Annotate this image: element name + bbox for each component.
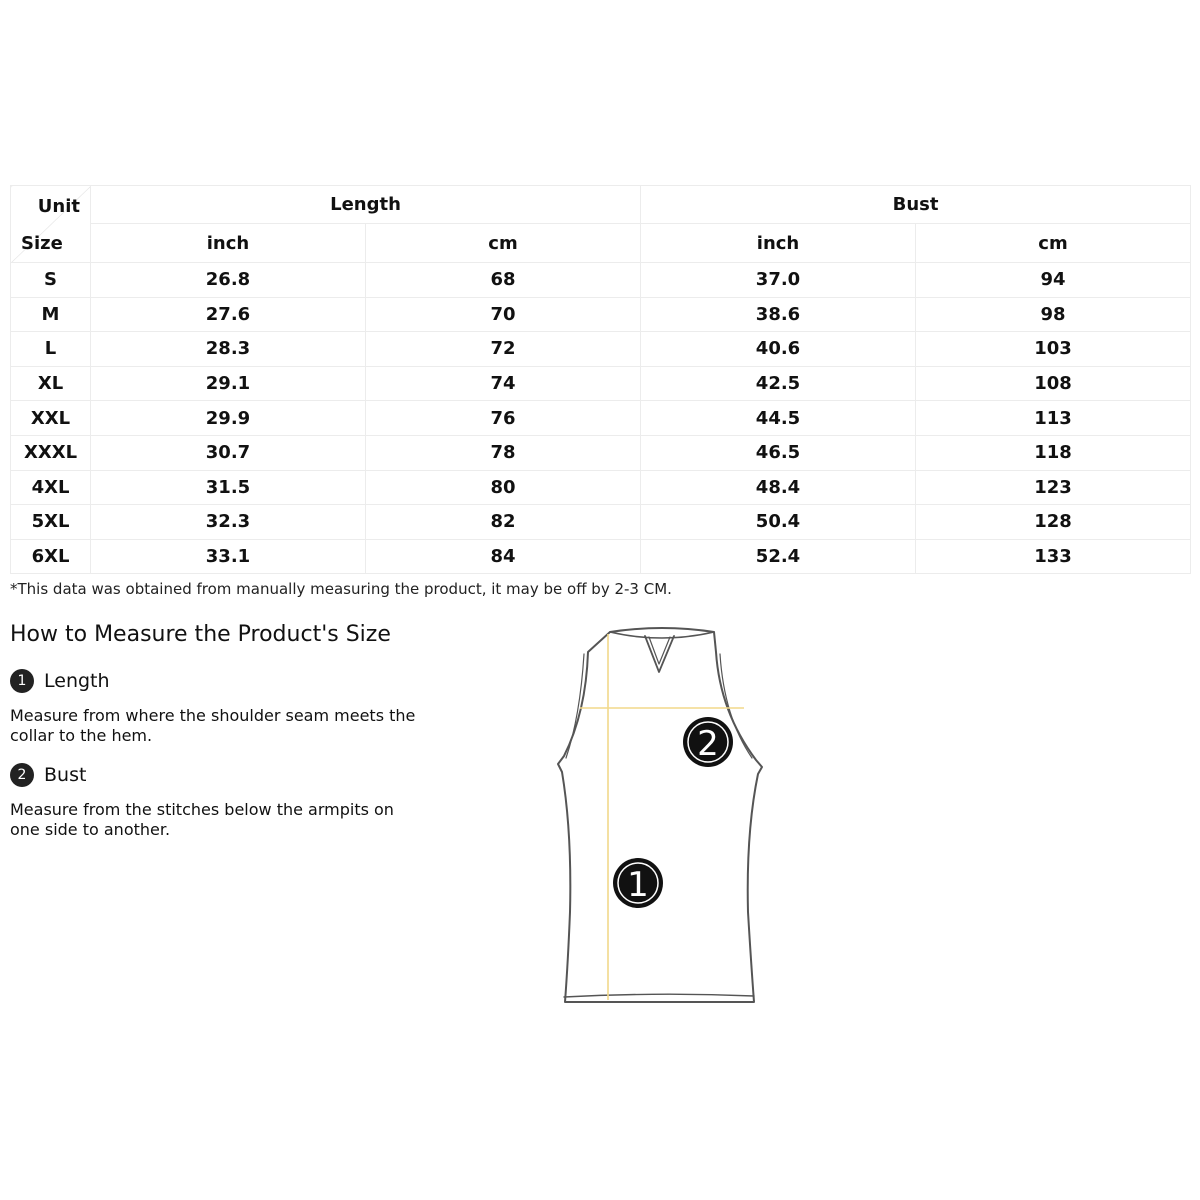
bust-cm-cell: 108 bbox=[916, 366, 1191, 401]
length-inch-cell: 30.7 bbox=[91, 435, 366, 470]
bust-inch-cell: 50.4 bbox=[641, 505, 916, 540]
bust-group-header: Bust bbox=[641, 186, 1191, 224]
length-cm-cell: 84 bbox=[366, 539, 641, 574]
table-row bbox=[11, 332, 1191, 367]
length-inch-cell: 27.6 bbox=[91, 297, 366, 332]
length-cm-cell: 70 bbox=[366, 297, 641, 332]
tank-top-diagram bbox=[548, 622, 778, 1017]
bust-inch-header: inch bbox=[641, 224, 916, 263]
size-cell: 5XL bbox=[11, 505, 91, 540]
size-cell: 6XL bbox=[11, 539, 91, 574]
bust-cm-cell: 94 bbox=[916, 263, 1191, 298]
table-row bbox=[11, 263, 1191, 298]
marker-two-text: 2 bbox=[697, 724, 719, 764]
bust-cm-cell: 133 bbox=[916, 539, 1191, 574]
measure-guide-title: How to Measure the Product's Size bbox=[10, 622, 391, 647]
bust-cm-cell: 128 bbox=[916, 505, 1191, 540]
table-header-group-row bbox=[11, 186, 1191, 224]
marker-one bbox=[613, 858, 663, 908]
bust-guide-heading bbox=[10, 763, 86, 787]
table-row bbox=[11, 297, 1191, 332]
tank-top-outline bbox=[558, 628, 762, 1002]
table-row bbox=[11, 401, 1191, 436]
bust-inch-cell: 44.5 bbox=[641, 401, 916, 436]
length-guide-label: Length bbox=[44, 670, 110, 692]
length-inch-cell: 29.1 bbox=[91, 366, 366, 401]
number-one-badge: 1 bbox=[10, 669, 34, 693]
length-inch-cell: 29.9 bbox=[91, 401, 366, 436]
table-row bbox=[11, 539, 1191, 574]
length-group-header: Length bbox=[91, 186, 641, 224]
length-inch-header: inch bbox=[91, 224, 366, 263]
length-cm-cell: 68 bbox=[366, 263, 641, 298]
marker-two bbox=[683, 717, 733, 767]
size-cell: XL bbox=[11, 366, 91, 401]
bust-inch-cell: 37.0 bbox=[641, 263, 916, 298]
size-cell: S bbox=[11, 263, 91, 298]
table-row bbox=[11, 505, 1191, 540]
length-cm-cell: 80 bbox=[366, 470, 641, 505]
length-inch-cell: 31.5 bbox=[91, 470, 366, 505]
length-cm-cell: 74 bbox=[366, 366, 641, 401]
table-row bbox=[11, 470, 1191, 505]
table-row bbox=[11, 366, 1191, 401]
bust-inch-cell: 46.5 bbox=[641, 435, 916, 470]
size-cell: XXL bbox=[11, 401, 91, 436]
length-guide-heading bbox=[10, 669, 110, 693]
corner-size-label: Size bbox=[21, 233, 63, 254]
table-corner-cell bbox=[11, 186, 91, 263]
bust-cm-cell: 113 bbox=[916, 401, 1191, 436]
table-unit-row bbox=[11, 224, 1191, 263]
length-cm-cell: 72 bbox=[366, 332, 641, 367]
bust-inch-cell: 52.4 bbox=[641, 539, 916, 574]
size-cell: L bbox=[11, 332, 91, 367]
size-cell: XXXL bbox=[11, 435, 91, 470]
corner-unit-label: Unit bbox=[37, 196, 80, 217]
length-cm-header: cm bbox=[366, 224, 641, 263]
bust-inch-cell: 48.4 bbox=[641, 470, 916, 505]
length-inch-cell: 28.3 bbox=[91, 332, 366, 367]
table-row bbox=[11, 435, 1191, 470]
bust-inch-cell: 42.5 bbox=[641, 366, 916, 401]
length-guide-description: Measure from where the shoulder seam meets the collar to the hem. bbox=[10, 706, 416, 745]
size-cell: M bbox=[11, 297, 91, 332]
length-cm-cell: 76 bbox=[366, 401, 641, 436]
bust-guide-description: Measure from the stitches below the armpits on one side to another. bbox=[10, 800, 394, 839]
bust-cm-cell: 123 bbox=[916, 470, 1191, 505]
bust-cm-header: cm bbox=[916, 224, 1191, 263]
length-cm-cell: 82 bbox=[366, 505, 641, 540]
bust-cm-cell: 98 bbox=[916, 297, 1191, 332]
length-cm-cell: 78 bbox=[366, 435, 641, 470]
bust-inch-cell: 38.6 bbox=[641, 297, 916, 332]
marker-one-text: 1 bbox=[627, 865, 649, 905]
measurement-disclaimer: *This data was obtained from manually measuring the product, it may be off by 2-3 CM. bbox=[10, 580, 672, 598]
bust-cm-cell: 118 bbox=[916, 435, 1191, 470]
size-chart-table bbox=[10, 185, 1191, 574]
bust-guide-label: Bust bbox=[44, 764, 87, 786]
bust-inch-cell: 40.6 bbox=[641, 332, 916, 367]
number-two-badge: 2 bbox=[10, 763, 34, 787]
length-inch-cell: 26.8 bbox=[91, 263, 366, 298]
size-cell: 4XL bbox=[11, 470, 91, 505]
bust-cm-cell: 103 bbox=[916, 332, 1191, 367]
length-inch-cell: 32.3 bbox=[91, 505, 366, 540]
length-inch-cell: 33.1 bbox=[91, 539, 366, 574]
